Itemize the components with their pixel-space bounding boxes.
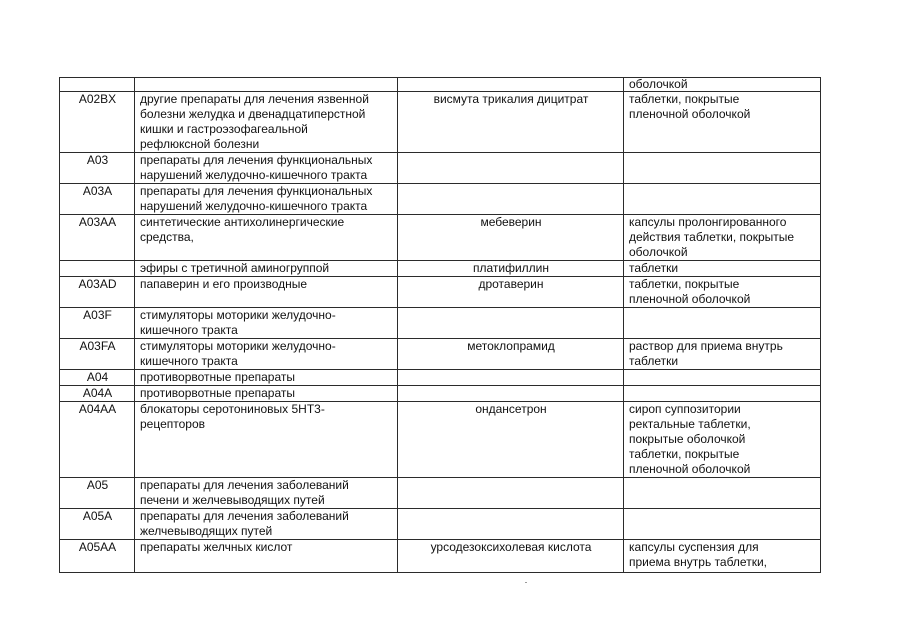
group-cell: препараты для лечения функциональных нарушений желудочно-кишечного тракта bbox=[135, 184, 398, 215]
atc-code-cell: A04AA bbox=[60, 402, 135, 478]
table-row bbox=[60, 478, 821, 509]
medication-table-body bbox=[60, 78, 821, 573]
inn-cell bbox=[398, 478, 624, 509]
inn-cell: мебеверин bbox=[398, 215, 624, 261]
dosage-form-cell: оболочкой bbox=[624, 78, 821, 92]
table-row bbox=[60, 215, 821, 261]
atc-code-cell: A05A bbox=[60, 509, 135, 540]
atc-code-cell: A03 bbox=[60, 153, 135, 184]
inn-cell: ондансетрон bbox=[398, 402, 624, 478]
inn-cell: висмута трикалия дицитрат bbox=[398, 92, 624, 153]
inn-cell bbox=[398, 386, 624, 402]
table-row bbox=[60, 509, 821, 540]
group-cell: препараты для лечения функциональных нарушений желудочно-кишечного тракта bbox=[135, 153, 398, 184]
inn-cell bbox=[398, 153, 624, 184]
group-cell: синтетические антихолинергические средства, bbox=[135, 215, 398, 261]
dosage-form-cell bbox=[624, 184, 821, 215]
group-cell: препараты для лечения заболеваний печени и желчевыводящих путей bbox=[135, 478, 398, 509]
atc-code-cell: A03AD bbox=[60, 277, 135, 308]
inn-cell bbox=[398, 184, 624, 215]
inn-cell bbox=[398, 78, 624, 92]
group-cell: папаверин и его производные bbox=[135, 277, 398, 308]
inn-cell: платифиллин bbox=[398, 261, 624, 277]
atc-code-cell: A04A bbox=[60, 386, 135, 402]
atc-code-cell: A04 bbox=[60, 370, 135, 386]
atc-code-cell bbox=[60, 261, 135, 277]
table-row bbox=[60, 153, 821, 184]
group-cell: блокаторы серотониновых 5НТ3- рецепторов bbox=[135, 402, 398, 478]
table-row bbox=[60, 370, 821, 386]
medication-table bbox=[59, 77, 821, 573]
group-cell: противорвотные препараты bbox=[135, 386, 398, 402]
inn-cell: метоклопрамид bbox=[398, 339, 624, 370]
atc-code-cell bbox=[60, 78, 135, 92]
inn-cell bbox=[398, 509, 624, 540]
table-row bbox=[60, 78, 821, 92]
atc-code-cell: A02BX bbox=[60, 92, 135, 153]
dosage-form-cell: капсулы суспензия для приема внутрь таблетки, bbox=[624, 540, 821, 573]
group-cell: стимуляторы моторики желудочно- кишечного тракта bbox=[135, 339, 398, 370]
dosage-form-cell: таблетки, покрытые пленочной оболочкой bbox=[624, 277, 821, 308]
table-row bbox=[60, 386, 821, 402]
table-row bbox=[60, 402, 821, 478]
group-cell: препараты желчных кислот bbox=[135, 540, 398, 573]
atc-code-cell: A03A bbox=[60, 184, 135, 215]
group-cell: другие препараты для лечения язвенной болезни желудка и двенадцатиперстной кишки и гастроэзофагеальной рефлюксной болезни bbox=[135, 92, 398, 153]
dosage-form-cell bbox=[624, 478, 821, 509]
table-row bbox=[60, 92, 821, 153]
atc-code-cell: A03F bbox=[60, 308, 135, 339]
dosage-form-cell: таблетки bbox=[624, 261, 821, 277]
group-cell: препараты для лечения заболеваний желчевыводящих путей bbox=[135, 509, 398, 540]
table-row bbox=[60, 540, 821, 573]
table-row bbox=[60, 261, 821, 277]
dosage-form-cell bbox=[624, 308, 821, 339]
table-row bbox=[60, 308, 821, 339]
inn-cell: урсодезоксихолевая кислота bbox=[398, 540, 624, 573]
dosage-form-cell: капсулы пролонгированного действия таблетки, покрытые оболочкой bbox=[624, 215, 821, 261]
atc-code-cell: A03AA bbox=[60, 215, 135, 261]
inn-cell: дротаверин bbox=[398, 277, 624, 308]
inn-cell bbox=[398, 308, 624, 339]
group-cell bbox=[135, 78, 398, 92]
dosage-form-cell bbox=[624, 153, 821, 184]
table-row bbox=[60, 184, 821, 215]
dosage-form-cell: таблетки, покрытые пленочной оболочкой bbox=[624, 92, 821, 153]
dosage-form-cell bbox=[624, 509, 821, 540]
table-row bbox=[60, 277, 821, 308]
atc-code-cell: A05 bbox=[60, 478, 135, 509]
dosage-form-cell: раствор для приема внутрь таблетки bbox=[624, 339, 821, 370]
group-cell: эфиры с третичной аминогруппой bbox=[135, 261, 398, 277]
inn-cell bbox=[398, 370, 624, 386]
dosage-form-cell bbox=[624, 370, 821, 386]
atc-code-cell: A05AA bbox=[60, 540, 135, 573]
table-row bbox=[60, 339, 821, 370]
atc-code-cell: A03FA bbox=[60, 339, 135, 370]
scan-speck bbox=[525, 582, 527, 583]
group-cell: противорвотные препараты bbox=[135, 370, 398, 386]
dosage-form-cell: сироп суппозитории ректальные таблетки, покрытые оболочкой таблетки, покрытые пленочной оболочкой bbox=[624, 402, 821, 478]
group-cell: стимуляторы моторики желудочно- кишечного тракта bbox=[135, 308, 398, 339]
dosage-form-cell bbox=[624, 386, 821, 402]
